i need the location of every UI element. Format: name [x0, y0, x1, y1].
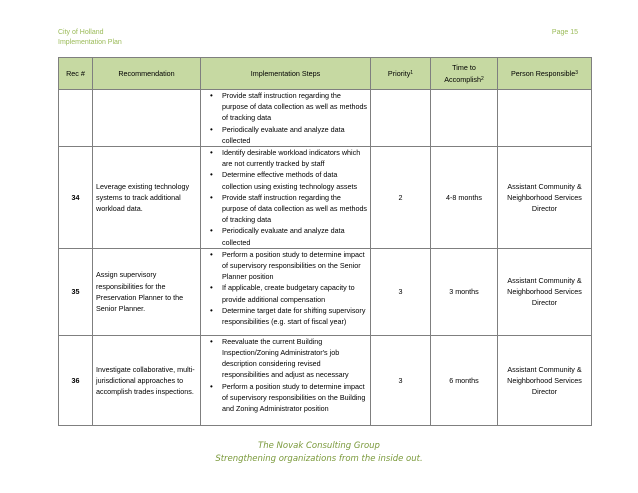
person-responsible: Assistant Community & Neighborhood Services Director [498, 335, 592, 425]
step-item: • Provide staff instruction regarding the purpose of data collection as well as methods of tracking data [201, 90, 368, 124]
implementation-steps [201, 147, 371, 249]
footnote-marker: 1 [410, 69, 414, 76]
time-value: 3 months [431, 248, 498, 335]
footnote-marker: 2 [480, 75, 484, 82]
col-priority [371, 58, 431, 90]
table-row [59, 147, 592, 249]
priority-value: 3 [371, 335, 431, 425]
recommendation-text [93, 90, 201, 147]
col-person-label: Person Responsible [510, 68, 576, 78]
table-row [59, 248, 592, 335]
step-item: • Determine effective methods of data collection using existing technology assets [201, 169, 368, 191]
page-number: Page 15 [551, 29, 578, 36]
document-header [58, 28, 122, 48]
person-responsible: Assistant Community & Neighborhood Services Director [498, 248, 592, 335]
rec-number: 34 [59, 147, 93, 249]
steps-list [201, 249, 368, 327]
footer-tagline: Strengthening organizations from the inside out. [215, 454, 423, 464]
priority-value: 2 [371, 147, 431, 249]
recommendation-text: Leverage existing technology systems to track additional workload data. [93, 147, 201, 249]
steps-list [201, 147, 368, 248]
table-header-row [59, 58, 592, 90]
implementation-table [58, 57, 592, 426]
footer-company: The Novak Consulting Group [258, 441, 380, 451]
step-item: • Reevaluate the current Building Inspection/Zoning Administrator's job description considering revised responsibilities and adjust as necessary [201, 336, 368, 381]
step-item: • Provide staff instruction regarding the purpose of data collection as well as methods of tracking data [201, 192, 368, 226]
step-item: • Perform a position study to determine impact of supervisory responsibilities on the Senior Planner position [201, 249, 368, 283]
table-row [59, 90, 592, 147]
col-recommendation: Recommendation [93, 58, 201, 90]
col-person [498, 58, 592, 90]
implementation-steps [201, 335, 371, 425]
footnote-marker: 3 [575, 69, 579, 76]
rec-number: 36 [59, 335, 93, 425]
person-responsible [498, 90, 592, 147]
step-item: • Determine target date for shifting supervisory responsibilities (e.g. start of fiscal year) [201, 305, 368, 327]
step-item: • Periodically evaluate and analyze data collected [201, 124, 368, 146]
recommendation-text: Assign supervisory responsibilities for the Preservation Planner to the Senior Planner. [93, 248, 201, 335]
col-rec: Rec # [59, 58, 93, 90]
col-time [431, 58, 498, 90]
document-title: Implementation Plan [58, 39, 122, 46]
rec-number: 35 [59, 248, 93, 335]
table-row [59, 335, 592, 425]
time-value [431, 90, 498, 147]
rec-number [59, 90, 93, 147]
priority-value [371, 90, 431, 147]
recommendation-text: Investigate collaborative, multi-jurisdictional approaches to accomplish trades inspections. [93, 335, 201, 425]
time-value: 4-8 months [431, 147, 498, 249]
steps-list [201, 336, 368, 414]
col-priority-label: Priority [387, 68, 411, 78]
org-name: City of Holland [58, 29, 104, 36]
person-responsible: Assistant Community & Neighborhood Services Director [498, 147, 592, 249]
step-item: • Perform a position study to determine impact of supervisory responsibilities on the Building and Zoning Administrator position [201, 381, 368, 415]
step-item: • Identify desirable workload indicators which are not currently tracked by staff [201, 147, 368, 169]
implementation-steps [201, 90, 371, 147]
step-item: • Periodically evaluate and analyze data collected [201, 225, 368, 247]
step-item: • If applicable, create budgetary capacity to provide additional compensation [201, 282, 368, 304]
priority-value: 3 [371, 248, 431, 335]
col-time-label: Time to Accomplish [444, 63, 481, 84]
time-value: 6 months [431, 335, 498, 425]
col-steps: Implementation Steps [201, 58, 371, 90]
steps-list [201, 90, 368, 146]
implementation-steps [201, 248, 371, 335]
